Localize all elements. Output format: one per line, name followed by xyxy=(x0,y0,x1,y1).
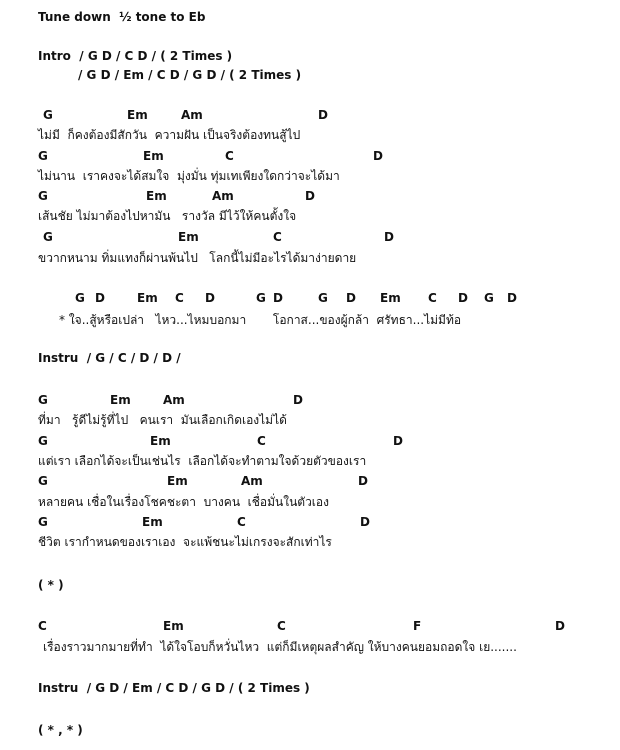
verse1-lyric: ไม่นาน เราคงจะได้สมใจ มุ่งมั่น ทุ่มเทเพียงใดกว่าจะได้มา xyxy=(38,169,340,183)
chord-em: Em xyxy=(167,474,188,488)
chord-em: Em xyxy=(143,149,164,163)
chord-g: G xyxy=(318,291,328,305)
chord-g: G xyxy=(75,291,85,305)
intro-line-1: Intro / G D / C D / ( 2 Times ) xyxy=(38,49,233,63)
instru-line-1: Instru / G / C / D / D / xyxy=(38,351,181,365)
chord-c: C xyxy=(175,291,184,305)
chord-am: Am xyxy=(163,393,185,407)
chord-d: D xyxy=(384,230,394,244)
chord-em: Em xyxy=(137,291,158,305)
chorus-lyric: * ใจ..สู้หรือเปล่า ไหว...ไหมบอกมา โอกาส...ของผู้กล้า ศรัทธา...ไม่มีท้อ xyxy=(59,313,462,327)
chord-am: Am xyxy=(241,474,263,488)
chord-f: F xyxy=(413,619,422,633)
verse1-lyric: ไม่มี ก็คงต้องมีสักวัน ความฝัน เป็นจริงต้องทนสู้ไป xyxy=(38,128,301,142)
chord-g: G xyxy=(43,230,53,244)
chord-d: D xyxy=(507,291,517,305)
chord-g: G xyxy=(38,515,48,529)
chord-d: D xyxy=(373,149,383,163)
chord-c: C xyxy=(273,230,282,244)
chord-g: G xyxy=(256,291,266,305)
verse1-lyric: เส้นชัย ไม่มาต้องไปหามัน รางวัล มีไว้ให้คนตั้งใจ xyxy=(38,209,297,223)
chord-em: Em xyxy=(146,189,167,203)
verse2-lyric: ชีวิต เรากำหนดของเราเอง จะแพ้ชนะไม่เกรงจะสักเท่าไร xyxy=(38,535,332,549)
chord-em: Em xyxy=(380,291,401,305)
chord-g: G xyxy=(484,291,494,305)
chord-c: C xyxy=(428,291,437,305)
chord-em: Em xyxy=(150,434,171,448)
intro-line-2: / G D / Em / C D / G D / ( 2 Times ) xyxy=(78,68,302,82)
instru-line-2: Instru / G D / Em / C D / G D / ( 2 Times ) xyxy=(38,681,310,695)
chord-d: D xyxy=(393,434,403,448)
verse1-lyric: ขวากหนาม ทิ่มแทงก็ผ่านพ้นไป โลกนี้ไม่มีอะไรได้มาง่ายดาย xyxy=(38,251,357,265)
verse2-lyric: หลายคน เชื่อในเรื่องโชคชะตา บางคน เชื่อมั่นในตัวเอง xyxy=(38,495,329,509)
bridge-lyric: เรื่องราวมากมายที่ทำ ได้ใจโอบก็หวั่นไหว แต่ก็มีเหตุผลสำคัญ ให้บางคนยอมถอดใจ เย....... xyxy=(43,640,517,654)
tuning-note: Tune down ½ tone to Eb xyxy=(38,10,206,24)
chord-c: C xyxy=(225,149,234,163)
chord-em: Em xyxy=(178,230,199,244)
chord-em: Em xyxy=(142,515,163,529)
chord-d: D xyxy=(458,291,468,305)
chord-g: G xyxy=(38,149,48,163)
chord-em: Em xyxy=(110,393,131,407)
repeat-chorus: ( * ) xyxy=(38,578,64,592)
chord-g: G xyxy=(43,108,53,122)
chord-d: D xyxy=(273,291,283,305)
chord-d: D xyxy=(358,474,368,488)
chord-c: C xyxy=(237,515,246,529)
verse2-lyric: แต่เรา เลือกได้จะเป็นเช่นไร เลือกได้จะทำตามใจด้วยตัวของเรา xyxy=(38,454,367,468)
repeat-chorus-twice: ( * , * ) xyxy=(38,723,83,737)
chord-g: G xyxy=(38,393,48,407)
chord-c: C xyxy=(38,619,47,633)
chord-g: G xyxy=(38,189,48,203)
chord-c: C xyxy=(277,619,286,633)
chord-d: D xyxy=(305,189,315,203)
chord-em: Em xyxy=(127,108,148,122)
chord-d: D xyxy=(346,291,356,305)
chord-am: Am xyxy=(181,108,203,122)
chord-g: G xyxy=(38,474,48,488)
chord-em: Em xyxy=(163,619,184,633)
chord-am: Am xyxy=(212,189,234,203)
chord-d: D xyxy=(205,291,215,305)
chord-c: C xyxy=(257,434,266,448)
chord-d: D xyxy=(360,515,370,529)
verse2-lyric: ที่มา รู้ดีไม่รู้ที่ไป คนเรา มันเลือกเกิดเองไม่ได้ xyxy=(38,413,287,427)
chord-g: G xyxy=(38,434,48,448)
chord-d: D xyxy=(293,393,303,407)
chord-d: D xyxy=(318,108,328,122)
chord-d: D xyxy=(555,619,565,633)
chord-d: D xyxy=(95,291,105,305)
